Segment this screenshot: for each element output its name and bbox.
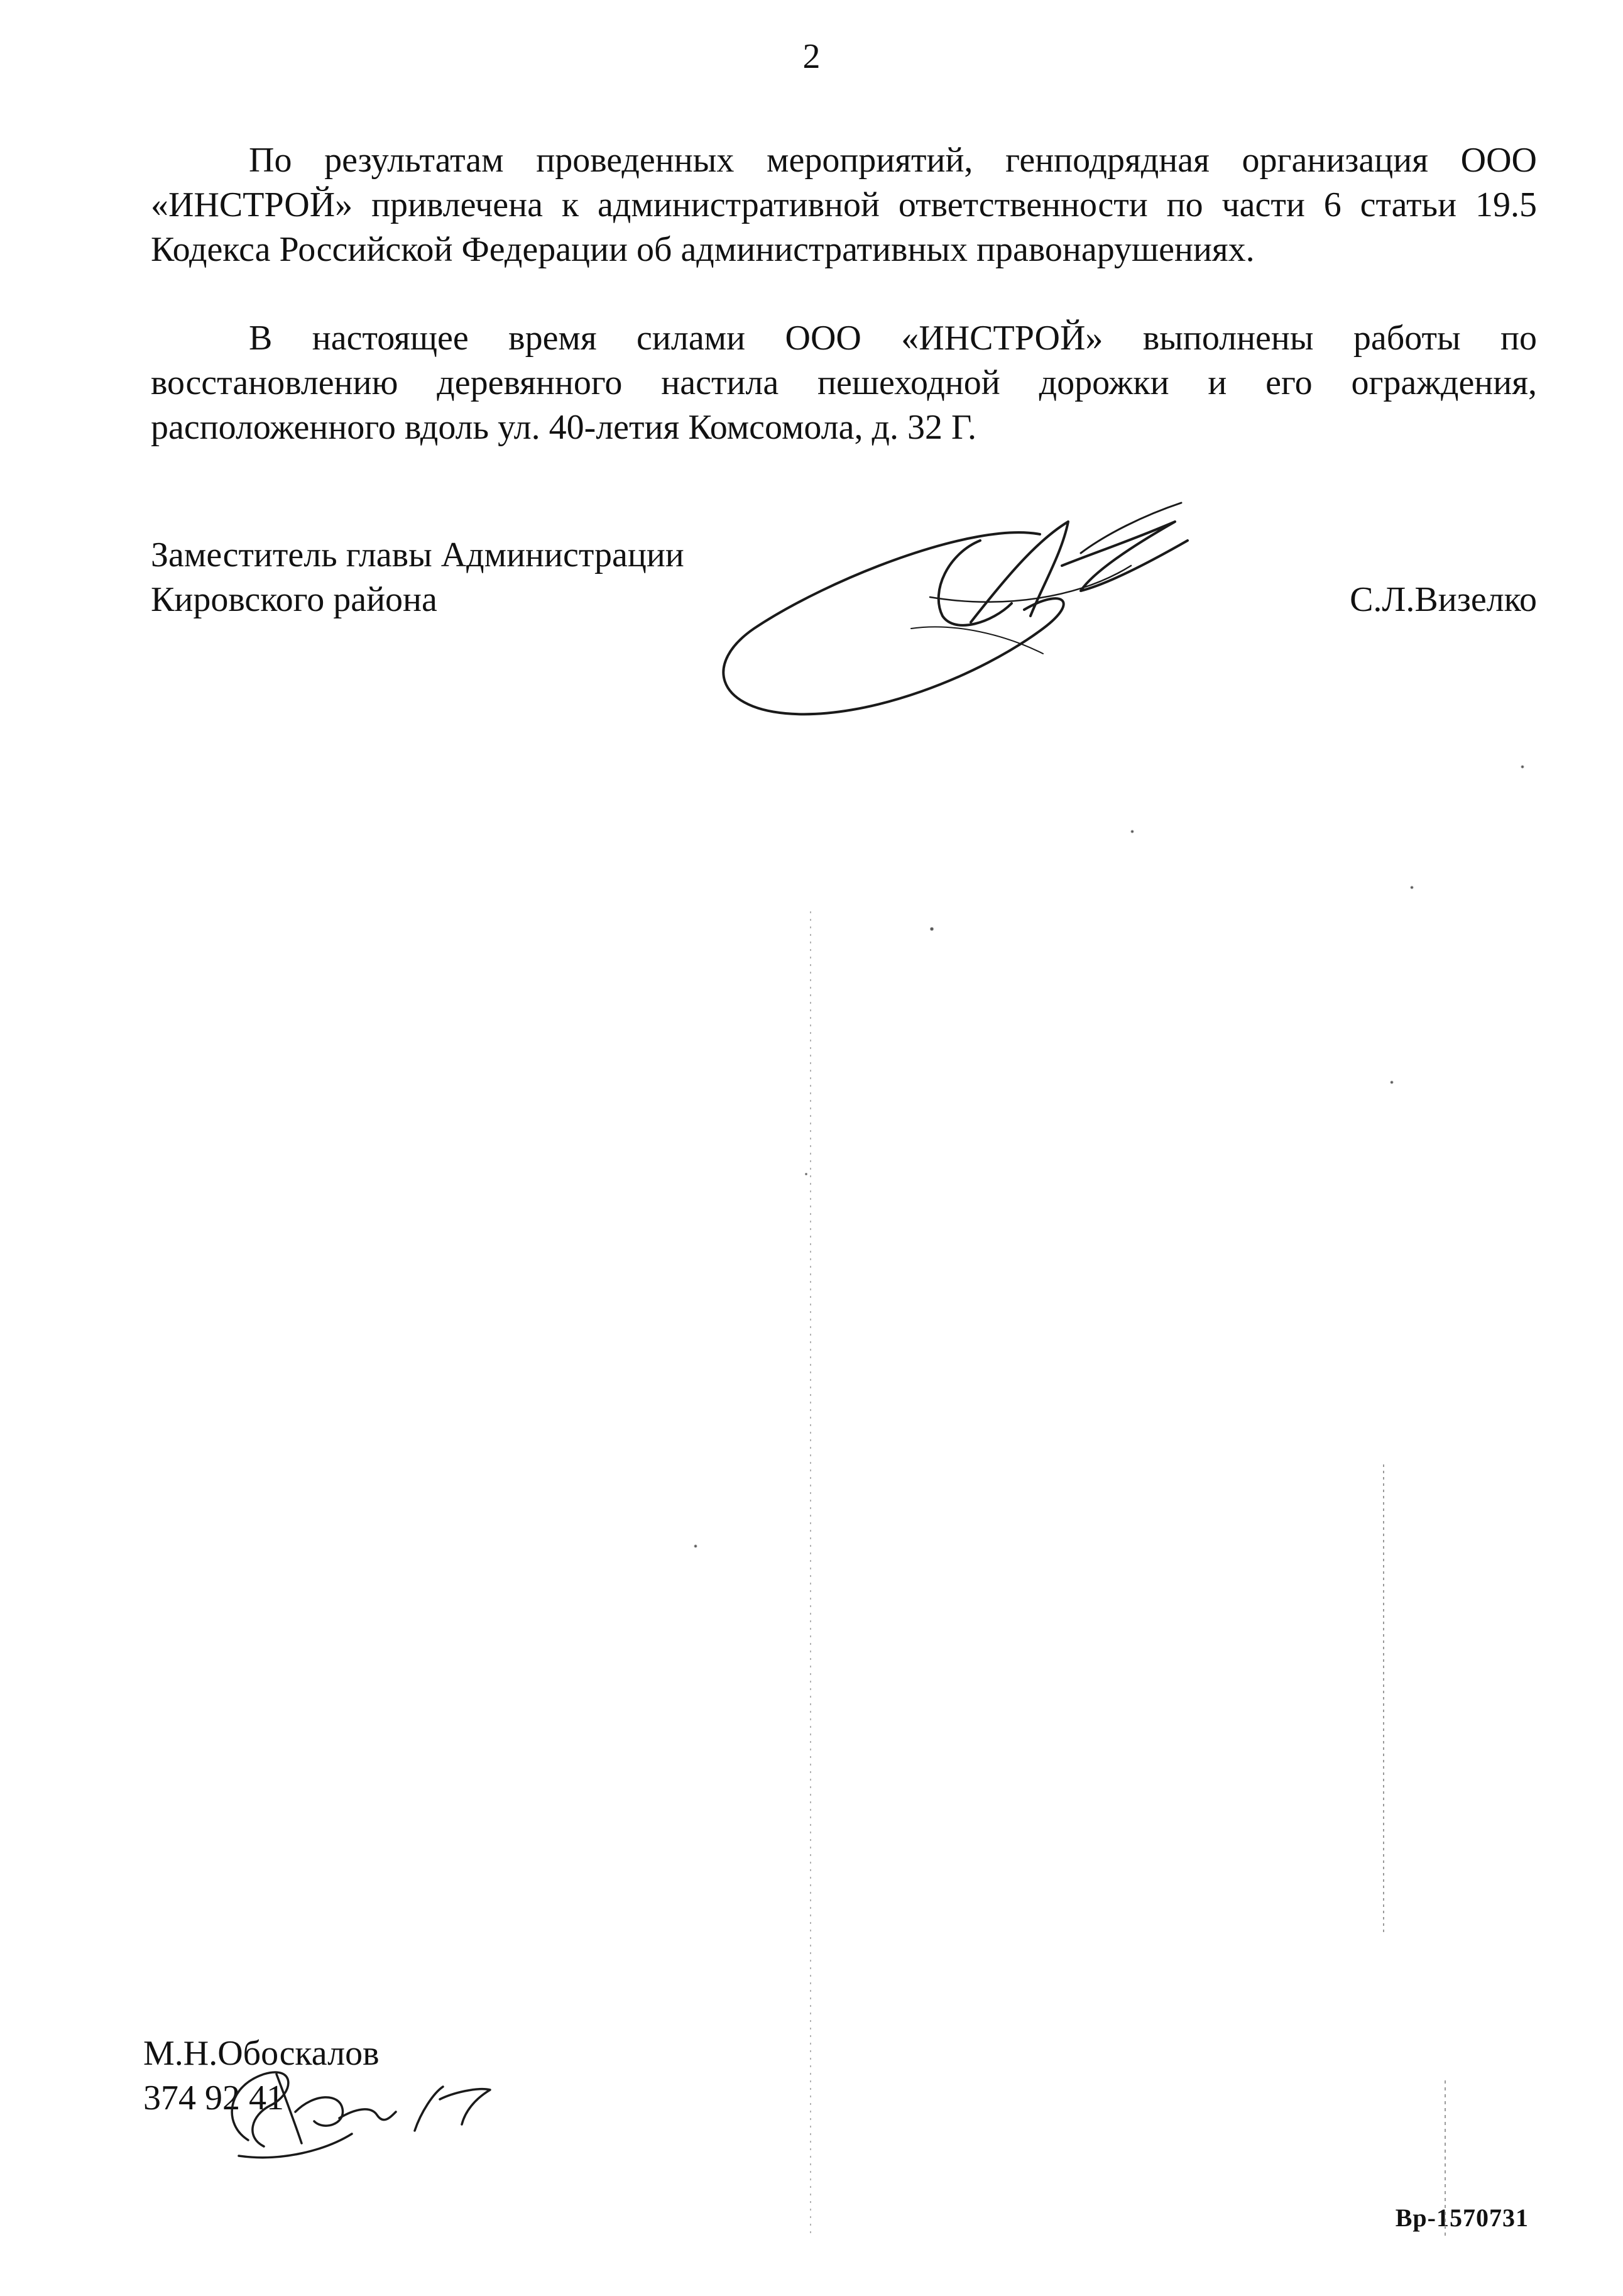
scan-artifacts bbox=[694, 766, 1524, 2238]
executor-name: М.Н.Обоскалов bbox=[143, 2034, 380, 2073]
executor-phone: 374 92 41 bbox=[143, 2079, 284, 2117]
main-signature bbox=[723, 503, 1188, 714]
signatory-position-line-2: Кировского района bbox=[151, 580, 437, 619]
signatory-name: С.Л.Визелко bbox=[1350, 580, 1537, 619]
paragraph-2-text: В настоящее время силами ООО «ИНСТРОЙ» выполнены работы по восстановлению деревянного настила пешеходной дорожки и его ограждения, расположенного вдоль ул. 40-летия Комсомола, д. 32 Г. bbox=[151, 319, 1537, 447]
registration-number: Вр-1570731 bbox=[1395, 2204, 1529, 2232]
paragraph-1-text: По результатам проведенных мероприятий, генподрядная организация ООО «ИНСТРОЙ» привлечена к административной ответственности по части 6 статьи 19.5 Кодекса Российской Федерации об административных правонарушениях. bbox=[151, 141, 1537, 269]
signatory-position-line-1: Заместитель главы Администрации bbox=[151, 536, 684, 574]
page-number: 2 bbox=[802, 37, 821, 76]
executor-signature bbox=[232, 2072, 490, 2158]
